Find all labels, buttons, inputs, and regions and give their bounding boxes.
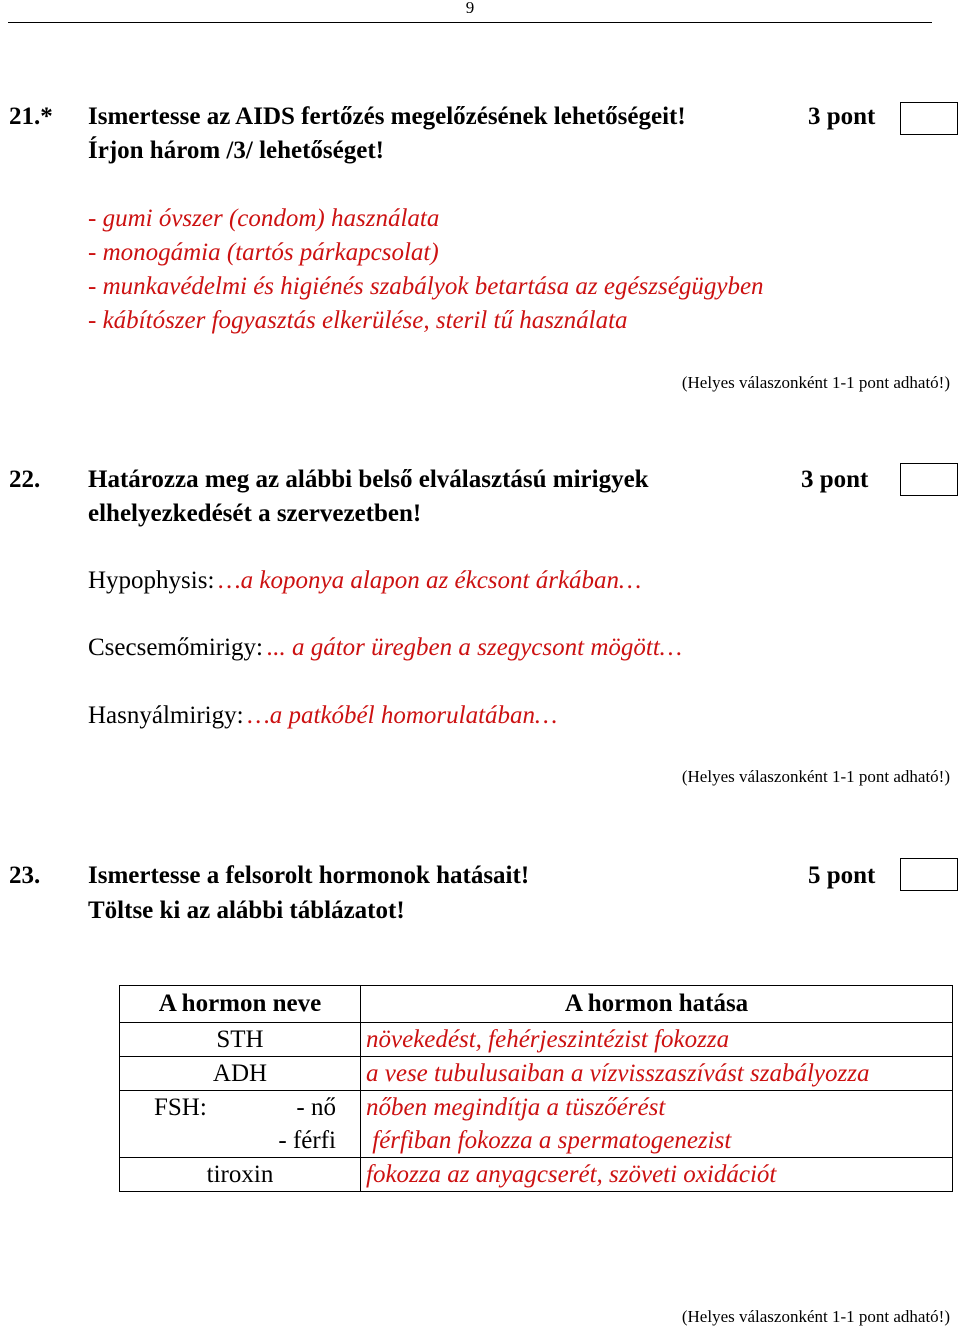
table-row: [120, 1158, 953, 1192]
table-row: [120, 1057, 953, 1091]
q22-item-label: Csecsemőmirigy:: [88, 634, 263, 661]
q22-item-label: Hasnyálmirigy:: [88, 702, 244, 729]
q22-score-box[interactable]: [900, 463, 958, 496]
q21-title: Ismertesse az AIDS fertőzés megelőzésének lehetőségeit!: [88, 103, 686, 130]
q22-item-pancreas: [88, 702, 557, 730]
q21-score-box[interactable]: [900, 102, 958, 135]
hormone-name-fsh: [120, 1091, 361, 1158]
fsh-effect-male: férfiban fokozza a spermatogenezist: [366, 1127, 732, 1154]
q21-number: 21.*: [9, 103, 53, 130]
hormone-name: tiroxin: [120, 1158, 361, 1192]
q22-scoring-note: (Helyes válaszonként 1-1 pont adható!): [681, 767, 950, 786]
table-row: [120, 1091, 953, 1158]
fsh-sub-female: - nő: [296, 1094, 336, 1121]
q22-item-answer: …a koponya alapon az ékcsont árkában…: [218, 567, 642, 594]
q22-subtitle: elhelyezkedését a szervezetben!: [88, 500, 422, 527]
q23-title: Ismertesse a felsorolt hormonok hatásait!: [88, 862, 530, 889]
header-rule: [8, 22, 932, 23]
q22-item-answer: …a patkóbél homorulatában…: [247, 702, 558, 729]
table-row: [120, 1023, 953, 1057]
page-number: 9: [465, 0, 475, 17]
fsh-line-1: [124, 1091, 356, 1124]
table-header-row: [120, 986, 953, 1023]
q21-answer-3: - munkavédelmi és higiénés szabályok betartása az egészségügyben: [88, 273, 764, 300]
q23-subtitle: Töltse ki az alábbi táblázatot!: [88, 897, 405, 924]
q22-number: 22.: [9, 466, 41, 493]
q23-scoring-note: (Helyes válaszonként 1-1 pont adható!): [681, 1307, 950, 1326]
q22-title: Határozza meg az alábbi belső elválasztású mirigyek: [88, 466, 649, 493]
q21-answer-1: - gumi óvszer (condom) használata: [88, 205, 440, 232]
hormone-effect: a vese tubulusaiban a vízvisszaszívást szabályozza: [361, 1057, 953, 1091]
q21-answer-4: - kábítószer fogyasztás elkerülése, steril tű használata: [88, 307, 628, 334]
q22-item-hypophysis: [88, 567, 641, 595]
hormone-effect-fsh: [361, 1091, 953, 1158]
fsh-label: FSH:: [154, 1094, 207, 1121]
q21-scoring-note: (Helyes válaszonként 1-1 pont adható!): [681, 373, 950, 392]
hormone-name: STH: [120, 1023, 361, 1057]
q21-points: 3 pont: [808, 103, 876, 130]
hormone-table: [119, 985, 953, 1192]
fsh-sub-male: - férfi: [278, 1127, 336, 1154]
q22-item-answer: ... a gátor üregben a szegycsont mögött…: [266, 634, 682, 661]
q23-score-box[interactable]: [900, 858, 958, 891]
fsh-effect-female: nőben megindítja a tüszőérést: [366, 1094, 666, 1121]
q23-number: 23.: [9, 862, 41, 889]
hormone-effect: növekedést, fehérjeszintézist fokozza: [361, 1023, 953, 1057]
hormone-name: ADH: [120, 1057, 361, 1091]
q23-points: 5 pont: [808, 862, 876, 889]
header-hormone-effect: A hormon hatása: [361, 986, 953, 1023]
q21-answer-2: - monogámia (tartós párkapcsolat): [88, 239, 439, 266]
q22-item-label: Hypophysis:: [88, 567, 215, 594]
hormone-effect: fokozza az anyagcserét, szöveti oxidációt: [361, 1158, 953, 1192]
q22-item-thymus: [88, 634, 682, 662]
header-hormone-name: A hormon neve: [120, 986, 361, 1023]
q21-subtitle: Írjon három /3/ lehetőséget!: [88, 137, 385, 164]
fsh-line-2: [124, 1124, 356, 1157]
q22-points: 3 pont: [801, 466, 869, 493]
